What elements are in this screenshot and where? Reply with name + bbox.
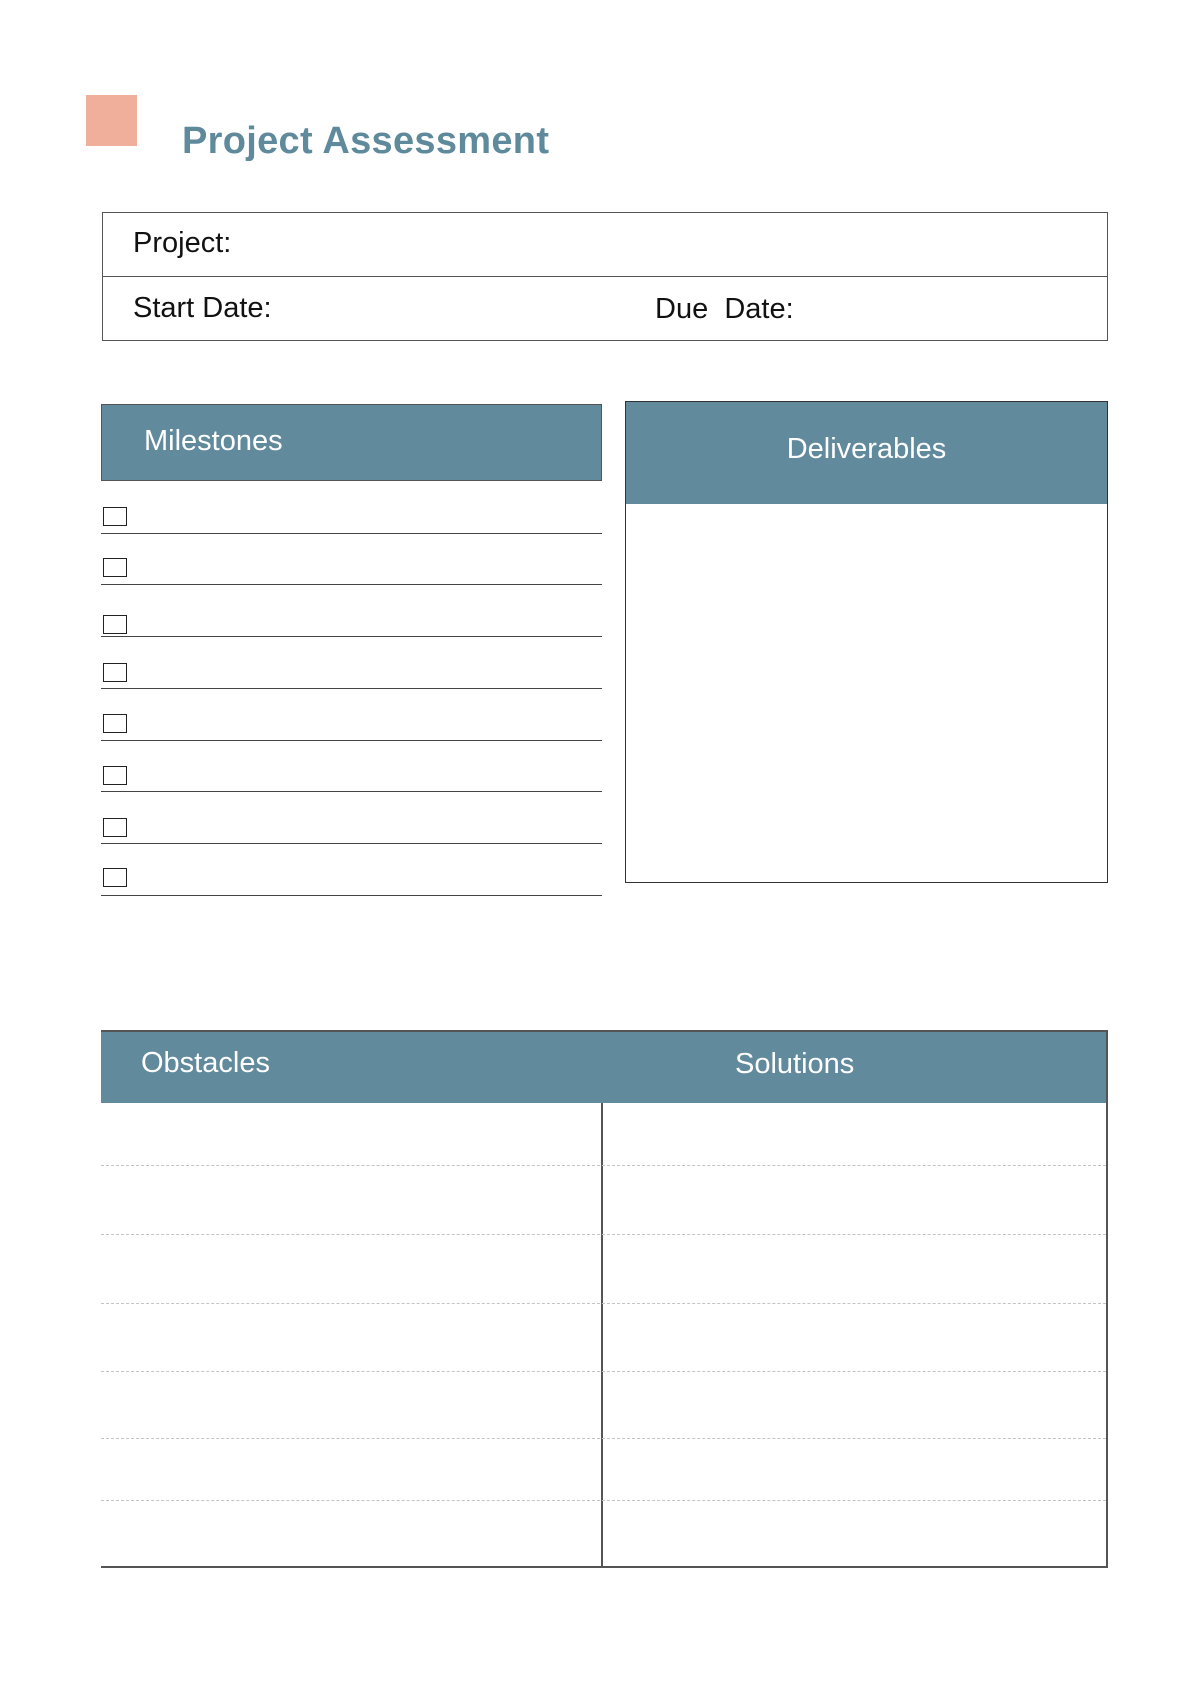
milestone-line	[101, 740, 602, 741]
accent-square	[86, 95, 137, 146]
deliverables-title: Deliverables	[786, 433, 947, 465]
row-divider	[101, 1500, 1106, 1501]
project-label: Project:	[133, 227, 232, 259]
start-date-label: Start Date:	[133, 292, 272, 324]
milestone-line	[101, 791, 602, 792]
milestone-checkbox[interactable]	[103, 615, 127, 634]
table-header	[101, 1032, 1106, 1103]
column-divider	[601, 1103, 603, 1568]
row-divider	[101, 1438, 1106, 1439]
milestones-title: Milestones	[144, 425, 283, 457]
obstacles-solutions-table	[101, 1030, 1108, 1568]
milestone-line	[101, 843, 602, 844]
project-info-box	[102, 212, 1108, 341]
milestone-checkbox[interactable]	[103, 818, 127, 837]
milestone-line	[101, 688, 602, 689]
milestone-line	[101, 895, 602, 896]
milestone-checkbox[interactable]	[103, 663, 127, 682]
row-divider	[101, 1371, 1106, 1372]
milestone-line	[101, 584, 602, 585]
milestone-checkbox[interactable]	[103, 714, 127, 733]
milestone-checkbox[interactable]	[103, 766, 127, 785]
milestones-header	[101, 404, 602, 481]
milestone-checkbox[interactable]	[103, 507, 127, 526]
milestone-line	[101, 636, 602, 637]
column-header-obstacles: Obstacles	[141, 1047, 270, 1079]
row-divider	[101, 1165, 1106, 1166]
deliverables-header	[626, 402, 1107, 504]
deliverables-box[interactable]	[625, 401, 1108, 883]
row-divider	[101, 1234, 1106, 1235]
row-divider	[101, 1303, 1106, 1304]
milestone-checkbox[interactable]	[103, 868, 127, 887]
page-title: Project Assessment	[182, 120, 550, 162]
milestone-checkbox[interactable]	[103, 558, 127, 577]
column-header-solutions: Solutions	[735, 1048, 855, 1080]
divider	[103, 276, 1107, 277]
milestone-line	[101, 533, 602, 534]
due-date-label: Due Date:	[655, 293, 794, 325]
